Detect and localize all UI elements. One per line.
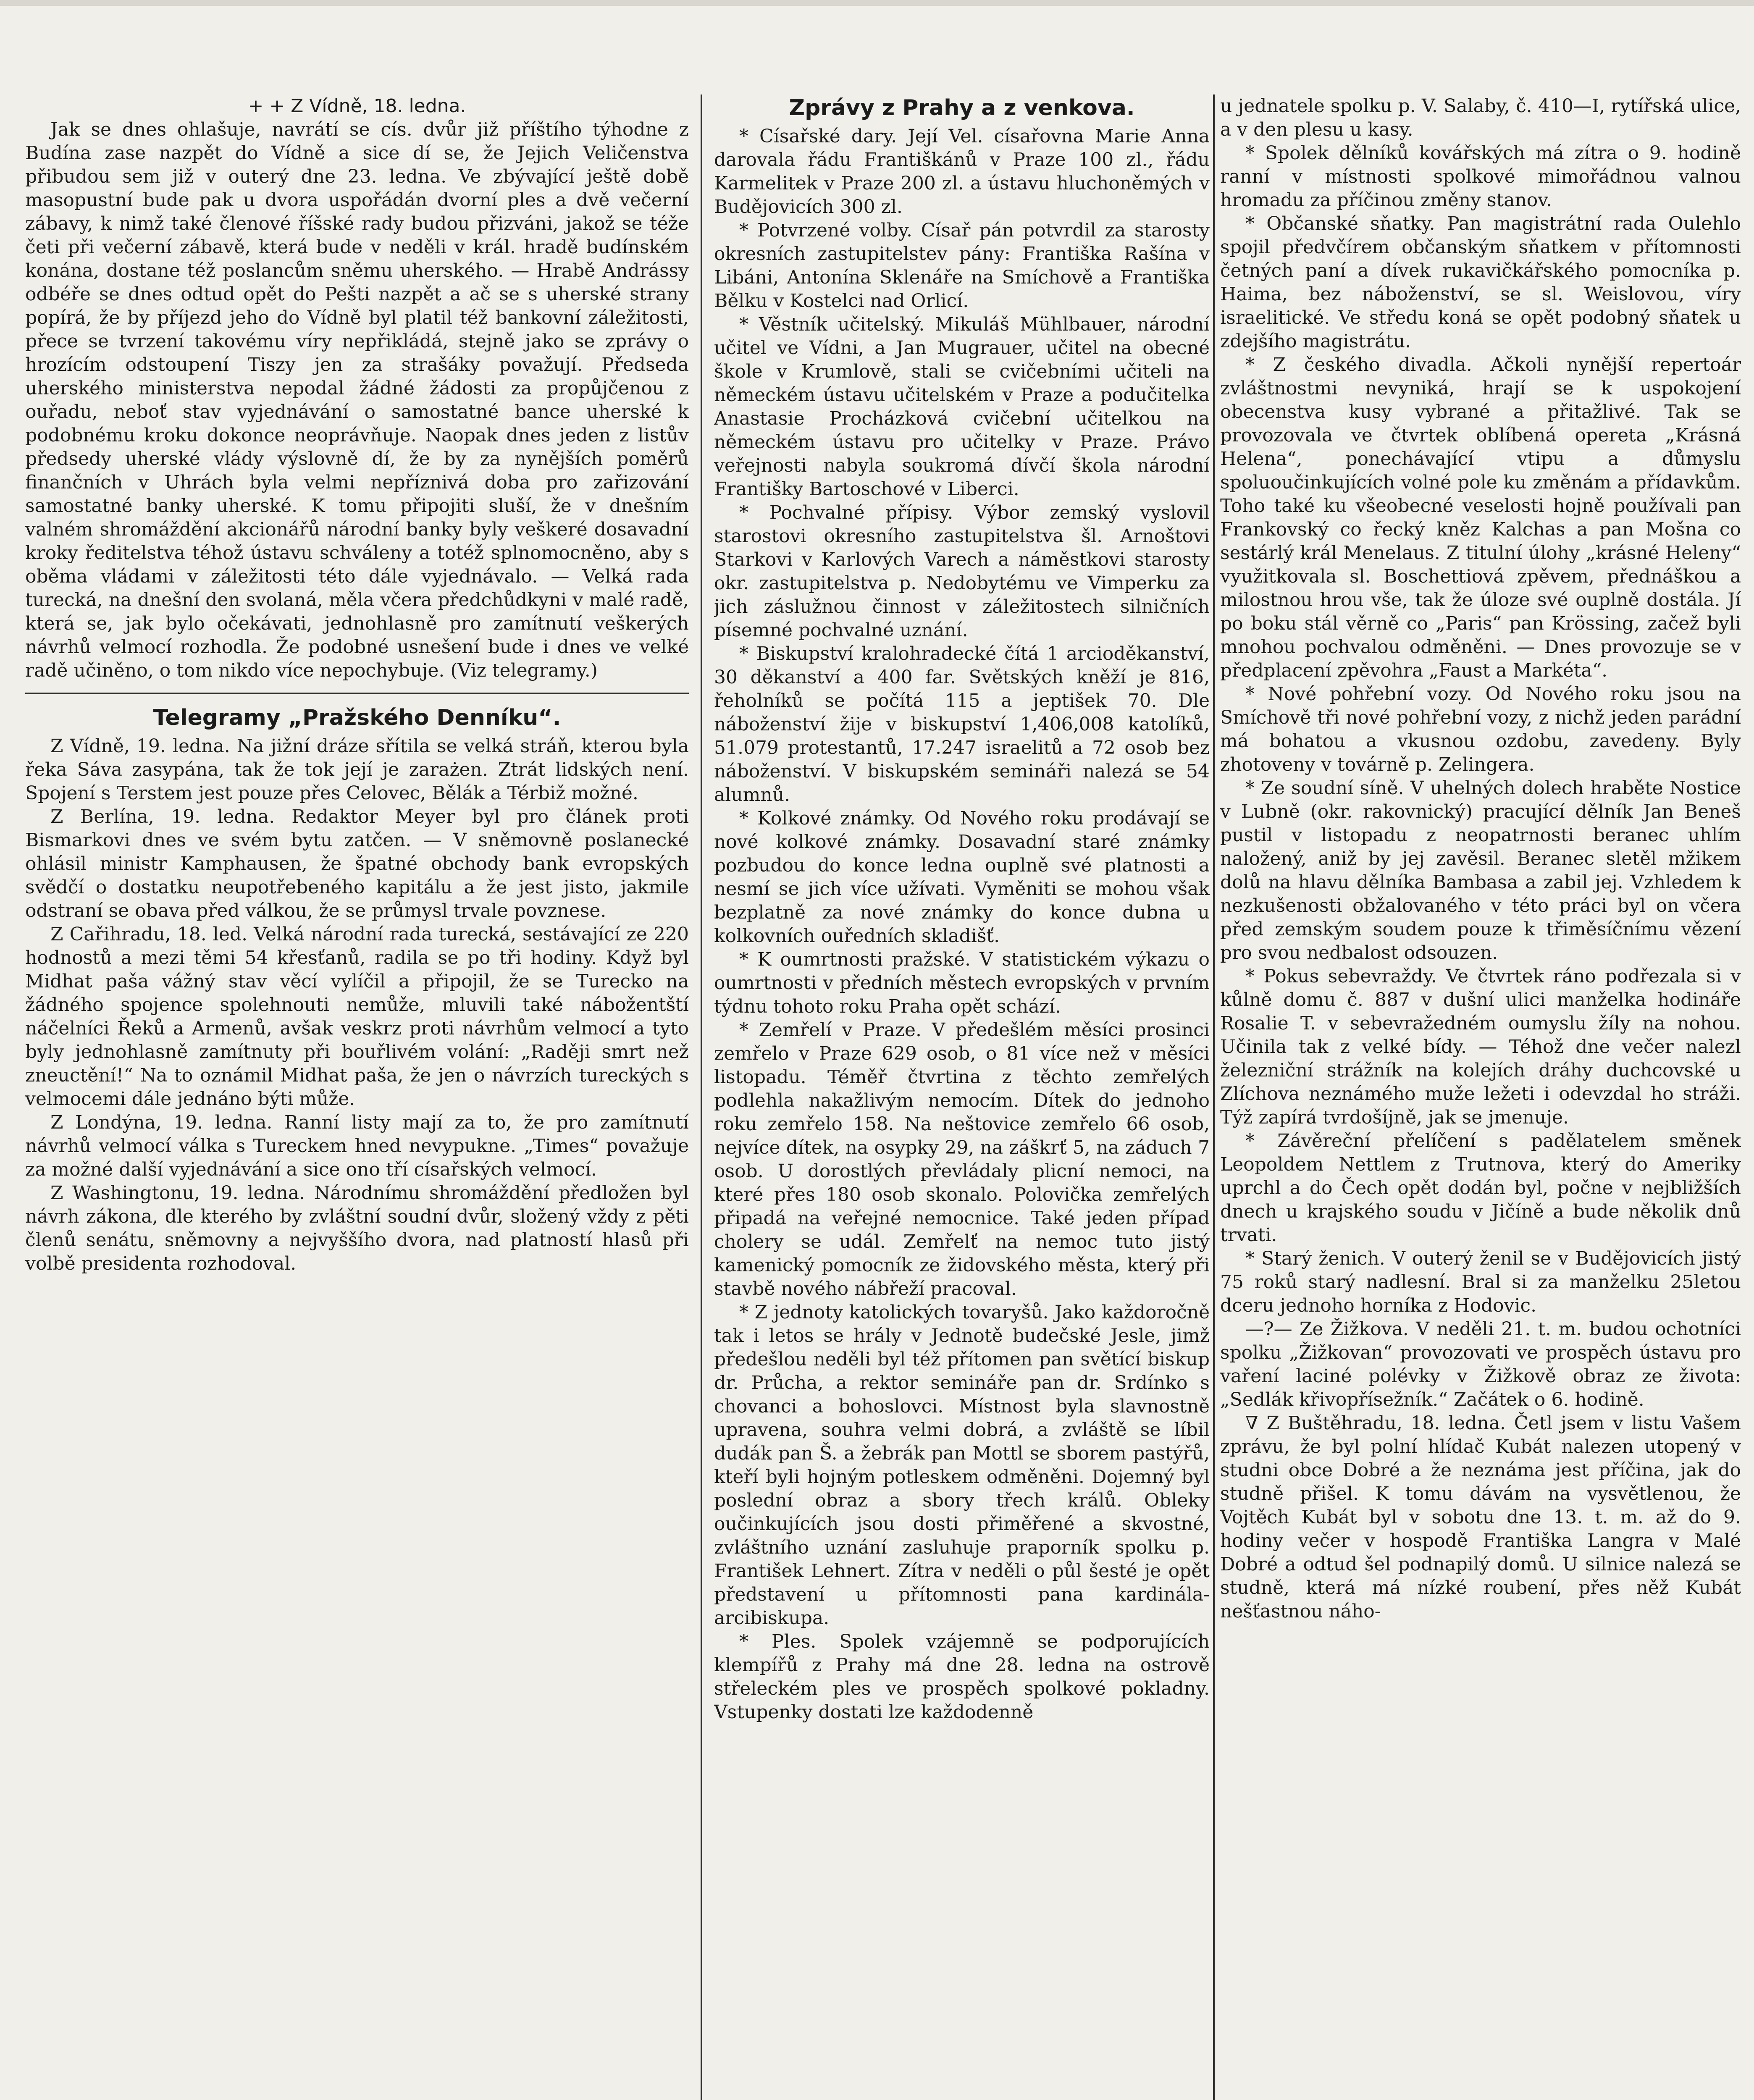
news-item: u jednatele spolku p. V. Salaby, č. 410—I, rytířská ulice, a v den plesu u kasy.	[1220, 95, 1741, 140]
news-item: * Pokus sebevraždy. Ve čtvrtek ráno podřezala si v kůlně domu č. 887 v dušní ulici manželka hodináře Rosalie T. v sebevražedném oumyslu žíly na nohou. Učinila tak z velké bídy. — Téhož dne večer nalezl železniční strážník na kolejích dráhy duchcovské u Zlíchova neznámého muže ležeti i odevzdal ho stráži. Týž zapírá tvrdošíjně, jak se jmenuje.	[1220, 966, 1741, 1128]
telegram-vienna: Z Vídně, 19. ledna. Na jižní dráze sřítila se velká stráň, kterou byla řeka Sáva zasypána, tak že tok její je zarażen. Ztrát lidských není. Spojení s Terstem jest pouze přes Celovec, Bělák a Térbiž možné.	[25, 735, 689, 804]
section-rule	[25, 693, 689, 694]
news-item: * Z českého divadla. Ačkoli nynější repertoár zvláštnostmi nevyniká, hrají se k uspokojení obecenstva kusy vybrané a přitažlivé. Tak se provozovala ve čtvrtek oblíbená opereta „Krásná Helena“, ponechávající vtipu a důmyslu spoluoučinkujících volné pole ku změnám a přídavkům. Toho také ku všeobecné veselosti hojně používali pan Frankovský co řecký kněz Kalchas a pan Mošna co sestárlý král Menelaus. Z titulní úlohy „krásné Heleny“ využitkovala sl. Boschettiová zpěvem, přednáškou a milostnou hrou vše, tak že úloze své ouplně dostála. Jí po boku stál věrně co „Paris“ pan Krössing, začež byli mnohou pochvalou odměněni. — Dnes provozuje se v předplacení zpěvohra „Faust a Markéta“.	[1220, 354, 1741, 681]
news-item: * Závěreční přelíčení s padělatelem směnek Leopoldem Nettlem z Trutnova, který do Ameriky uprchl a do Čech opět dodán byl, počne v nejbližších dnech u krajského soudu v Jičíně a bude několik dnů trvati.	[1220, 1130, 1741, 1246]
telegram-constantinople: Z Cařihradu, 18. led. Velká národní rada turecká, sestávající ze 220 hodnostů a mezi těmi 54 křesťanů, radila se po tři hodiny. Když byl Midhat paša vážný stav věcí vylíčil a připojil, že se Turecko na žádného spojence spolehnouti nemůže, mluvili také nábožentští náčelníci Řeků a Armenů, avšak veskrz proti návrhům velmocí a tyto byly jednohlasně zamítnuty při bouřlivém volání: „Raději smrt než zneuctění!“ Na to oznámil Midhat paša, že jen o návrzích tureckých s velmocemi dále jednáno býti může.	[25, 924, 689, 1110]
news-item: —?— Ze Žižkova. V neděli 21. t. m. budou ochotníci spolku „Žižkovan“ provozovati ve prospěch ústavu pro vaření laciné polévky v Žižkově obraz ze života: „Sedlák křivopřísežník.“ Začátek o 6. hodině.	[1220, 1318, 1741, 1410]
news-item: * Biskupství kralohradecké čítá 1 arcioděkanství, 30 děkanství a 400 far. Světských kněží je 816, řeholníků se počítá 115 a jeptišek 70. Dle náboženství žije v biskupství 1,406,008 katolíků, 51.079 protestantů, 17.247 israelitů a 72 osob bez náboženství. V biskupském semináři nalezá se 54 alumnů.	[714, 643, 1210, 806]
news-heading: Zprávy z Prahy a z venkova.	[789, 95, 1135, 121]
news-item: * Starý ženich. V outerý ženil se v Budějovicích jistý 75 roků starý nadlesní. Bral si za manželku 25letou dceru jednoho horníka z Hodovic.	[1220, 1248, 1741, 1316]
page-top-border	[0, 0, 1754, 6]
news-item: * Ples. Spolek vzájemně se podporujících klempířů z Prahy má dne 28. ledna na ostrově střeleckém ples ve prospěch spolkové pokladny. Vstupenky dostati lze každodenně	[714, 1631, 1210, 1723]
news-item: * Ze soudní síně. V uhelných dolech hraběte Nostice v Lubně (okr. rakovnický) pracující dělník Jan Beneš pustil v listopadu z neopatrnosti beranec uhlím naložený, aniž by jej zavěsil. Beranec sletěl mžikem dolů na hlavu dělníka Bambasa a zabil jej. Vzhledem k nezkušenosti obžalovaného v této práci byl on včera před zemským soudem pouze k třiměsíčnímu vězení pro svou nedbalost odsouzen.	[1220, 777, 1741, 963]
news-item: * Nové pohřební vozy. Od Nového roku jsou na Smíchově tři nové pohřební vozy, z nichž jeden parádní má bohatou a vkusnou ozdobu, zavedeny. Byly zhotoveny v továrně p. Zelingera.	[1220, 683, 1741, 775]
news-item: * Kolkové známky. Od Nového roku prodávají se nové kolkové známky. Dosavadní staré známky pozbudou do konce ledna ouplně své platnosti a nesmí se jich více užívati. Vyměniti se mohou však bezplatně za nové známky do konce dubna u kolkovních ouředních skladišť.	[714, 808, 1210, 947]
vienna-article: Jak se dnes ohlašuje, navrátí se cís. dvůr již příštího týhodne z Budína zase nazpět do Vídně a sice dí se, že Jejich Veličenstva přibudou sem již v outerý dne 23. ledna. Ve zbývající ještě době masopustní bude pak u dvora uspořádán dvorní ples a dvě večerní zábavy, k nimž také členové říšské rady budou přizváni, jakož se téže četi při večerní zábavě, která bude v neděli v král. hradě budínském konána, dostane též poslancům sněmu uherského. — Hrabě Andrássy odbéře se dnes odtud opět do Pešti nazpět a ač se s uherské strany popírá, že by příjezd jeho do Vídně byl platil též bankovní záležitosti, přece se tvrzení takovému víry nepřikládá, stejně jako se zprávy o hrozícím odstoupení Tiszy jen za strašáky považují. Předseda uherského ministerstva nepodal žádné žádosti za propůjčenou z ouřadu, neboť stav vyjednávání o samostatné bance uherské k podobnému kroku dokonce neoprávňuje. Naopak dnes jeden z listův předsedy uherské vlády výslovně dí, že by za nynějších poměrů finančních v Uhrách byla velmi nepříznivá doba pro zařizování samostatné banky uherské. K tomu připojiti sluší, že v dnešním valném shromáždění akcionářů národní banky byly veškeré dosavadní kroky ředitelstva téhož ústavu schváleny a totéž splnomocněno, aby s oběma vládami v záležitosti této dále vyjednávalo. — Velká rada turecká, na dnešní den svolaná, měla včera předchůdkyni v malé radě, která se, jak bylo očekávati, jednohlasně pro zamítnutí veškerých návrhů velmocí rozhodla. Že podobné usnešení bude i dnes ve velké radě učiněno, o tom nikdo více nepochybuje. (Viz telegramy.)	[25, 119, 689, 681]
news-item: * Zemřelí v Praze. V předešlém měsíci prosinci zemřelo v Praze 629 osob, o 81 více než v měsíci listopadu. Téměř čtvrtina z těchto zemřelých podlehla nakažlivým nemocím. Dítek do jednoho roku zemřelo 158. Na neštovice zemřelo 66 osob, nejvíce dítek, na osypky 29, na záškrť 5, na záduch 7 osob. U dorostlých převládaly plicní nemoci, na které přes 180 osob skonalo. Polovička zemřelých připadá na veřejné nemocnice. Také jeden případ cholery se udál. Zemřelť na nemoc tuto jistý kamenický pomocník ze židovského města, který při stavbě nového nábřeží pracoval.	[714, 1019, 1210, 1299]
column-divider	[701, 94, 702, 2100]
news-item: * Z jednoty katolických tovaryšů. Jako každoročně tak i letos se hrály v Jednotě budečské Jesle, jimž předešlou neděli byl též přítomen pan světící biskup dr. Průcha, a rektor semináře pan dr. Srdínko s chovanci a bohoslovci. Místnost byla slavnostně upravena, souhra velmi dobrá, a zvláště se líbil dudák pan Š. a žebrák pan Mottl se sborem pastýřů, kteří byli hojným potleskem odměněni. Dojemný byl poslední obraz a sbory třech králů. Obleky oučinkujících jsou dosti přiměřené a skvostné, zvláštního uznání zasluhuje praporník spolku p. František Lehnert. Zítra v neděli o půl šesté je opět představení u přítomnosti pana kardinála-arcibiskupa.	[714, 1302, 1210, 1629]
vienna-dateline: + + Z Vídně, 18. ledna.	[248, 95, 466, 117]
telegram-washington: Z Washingtonu, 19. ledna. Národnímu shromáždění předložen byl návrh zákona, dle kterého by zvláštní soudní dvůr, složený vždy z pěti členů senátu, sněmovny a nejvyššího dvora, nad platností hlasů při volbě presidenta rozhodoval.	[25, 1182, 689, 1274]
telegram-berlin: Z Berlína, 19. ledna. Redaktor Meyer byl pro článek proti Bismarkovi dnes ve svém bytu zatčen. — V sněmovně poslanecké ohlásil ministr Kamphausen, že špatné obchody bank evropských svědčí o dostatku neupotřebeného kapitálu a že jest jisto, jakmile odstraní se obava před válkou, že se průmysl trvale povznese.	[25, 806, 689, 921]
news-item: * Občanské sňatky. Pan magistrátní rada Oulehlo spojil předvčírem občanským sňatkem v přítomnosti četných paní a dívek rukavičkářského pomocníka p. Haima, bez náboženství, se sl. Weislovou, víry israelitické. Ve středu koná se opět podobný sňatek u zdejšího magistrátu.	[1220, 213, 1741, 352]
column-middle	[714, 94, 1210, 2100]
news-item: * Potvrzené volby. Císař pán potvrdil za starosty okresních zastupitelstev pány: Františka Rašína v Libáni, Antonína Sklenáře na Smíchově a Františka Bělku v Kostelci nad Orlicí.	[714, 220, 1210, 312]
news-item: * Spolek dělníků kovářských má zítra o 9. hodině ranní v místnosti spolkové mimořádnou valnou hromadu za příčinou změny stanov.	[1220, 142, 1741, 211]
telegrams-heading: Telegramy „Pražského Denníku“.	[153, 705, 561, 730]
news-item: * K oumrtnosti pražské. V statistickém výkazu o oumrtnosti v předních městech evropských v prvním týdnu tohoto roku Praha opět schází.	[714, 949, 1210, 1017]
column-divider	[1213, 94, 1215, 2100]
column-right	[1220, 94, 1741, 2100]
column-left	[25, 94, 689, 2100]
news-item: * Císařské dary. Její Vel. císařovna Marie Anna darovala řádu Františkánů v Praze 100 zl., řádu Karmelitek v Praze 200 zl. a ústavu hluchoněmých v Budějovicích 300 zl.	[714, 126, 1210, 218]
news-item: * Věstník učitelský. Mikuláš Mühlbauer, národní učitel ve Vídni, a Jan Mugrauer, učitel na obecné škole v Krumlově, stali se cvičebními učiteli na německém ústavu učitelském v Praze a podučitelka Anastasie Procházková cvičební učitelkou na německém ústavu pro učitelky v Praze. Právo veřejnosti nabyla soukromá dívčí škola národní Františky Bartoschové v Liberci.	[714, 314, 1210, 500]
news-item: ∇ Z Buštěhradu, 18. ledna. Četl jsem v listu Vašem zprávu, že byl polní hlídač Kubát nalezen utopený v studni obce Dobré a že neznáma jest příčina, jak do studně přišel. K tomu dávám na vysvětlenou, že Vojtěch Kubát byl v sobotu dne 13. t. m. až do 9. hodiny večer v hospodě Františka Langra v Malé Dobré a odtud šel podnapilý domů. U silnice nalezá se studně, která má nízké roubení, přes něž Kubát nešťastnou náho-	[1220, 1412, 1741, 1622]
telegram-london: Z Londýna, 19. ledna. Ranní listy mají za to, že pro zamítnutí návrhů velmocí válka s Tureckem hned nevypukne. „Times“ považuje za možné další vyjednávání a sice ono tří císařských velmocí.	[25, 1112, 689, 1180]
news-item: * Pochvalné přípisy. Výbor zemský vyslovil starostovi okresního zastupitelstva šl. Arnoštovi Starkovi v Karlových Varech a náměstkovi starosty okr. zastupitelstva p. Nedobytému ve Vimperku za jich záslužnou činnost v záležitostech silničních písemné pochvalné uznání.	[714, 502, 1210, 641]
